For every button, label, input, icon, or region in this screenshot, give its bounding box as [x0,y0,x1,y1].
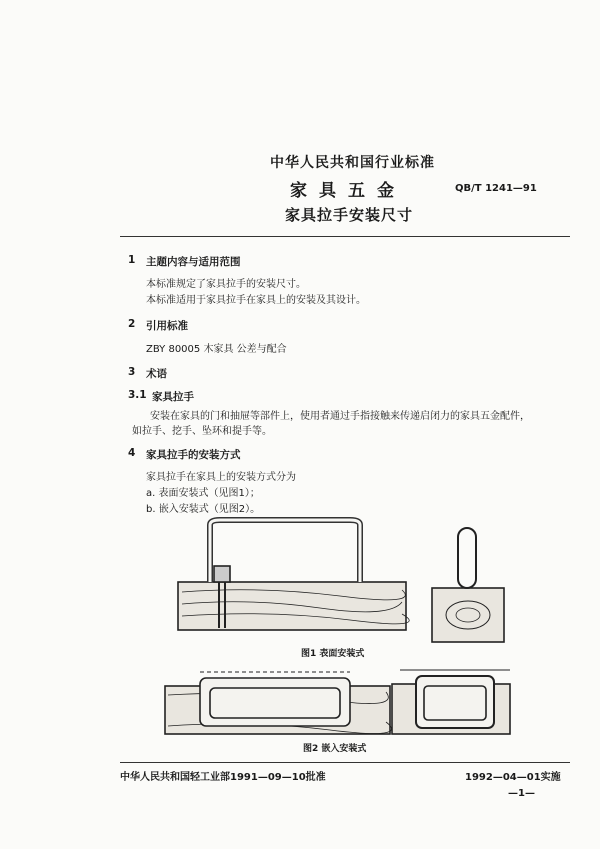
subsection-3-1-number: 3.1 [128,389,147,401]
reference-standard: ZBY 80005 木家具 公差与配合 [146,344,287,355]
section-3-title: 术语 [146,368,167,380]
approval-date: 中华人民共和国轻工业部1991—09—10批准 [120,772,326,783]
definition-line2: 如拉手、挖手、坠环和提手等。 [132,426,272,437]
section-4-number: 4 [128,447,136,459]
fig1-side-view [178,520,409,630]
section-2-number: 2 [128,318,136,330]
section-3-number: 3 [128,366,136,378]
page-title: 家具拉手安装尺寸 [285,206,414,224]
definition-line1: 安装在家具的门和抽屉等部件上，使用者通过手指接触来传递启闭力的家具五金配件， [150,411,530,422]
page-number: —1— [508,788,535,799]
effective-date: 1992—04—01实施 [465,772,561,783]
subsection-3-1-title: 家具拉手 [152,391,194,403]
install-intro: 家具拉手在家具上的安装方式分为 [146,472,296,483]
footer-rule [120,762,570,763]
section-1-title: 主题内容与适用范围 [146,256,241,268]
section-1-line1: 本标准规定了家具拉手的安装尺寸。 [146,279,306,290]
install-item-b: b. 嵌入安装式（见图2）。 [146,504,261,515]
section-4-title: 家具拉手的安装方式 [146,449,241,461]
category-title: 家具五金 [290,181,406,201]
section-2-title: 引用标准 [146,320,188,332]
fig2-end-view [392,670,510,734]
fig2-side-view [165,672,392,734]
standard-type: 中华人民共和国行业标准 [270,155,435,171]
figure-2-caption: 图2 嵌入安装式 [303,744,367,754]
figure-1-caption: 图1 表面安装式 [301,649,365,659]
standard-code: QB/T 1241—91 [455,183,537,194]
section-1-number: 1 [128,254,136,266]
fig1-end-view [432,528,504,642]
install-item-a: a. 表面安装式（见图1）； [146,488,260,499]
section-1-line2: 本标准适用于家具拉手在家具上的安装及其设计。 [146,295,366,306]
